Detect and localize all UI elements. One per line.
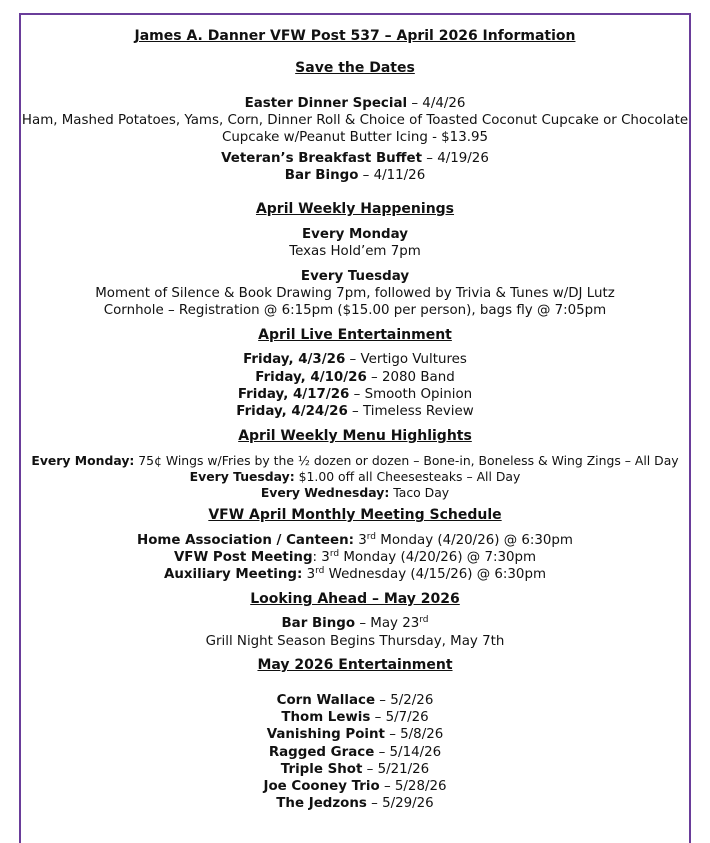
may-act (21, 726, 689, 743)
live-date: Friday, 4/3/26 (243, 352, 346, 367)
save-the-dates-heading: Save the Dates (295, 60, 415, 76)
live-date: Friday, 4/17/26 (237, 387, 350, 402)
weekly-monday-text: Texas Hold’em 7pm (289, 244, 421, 259)
weekly-tuesday-text-1: Moment of Silence & Book Drawing 7pm, followed by Trivia & Tunes w/DJ Lutz (95, 286, 615, 301)
easter-desc-2: Cupcake w/Peanut Butter Icing - $13.95 (221, 130, 489, 145)
meeting-name: Home Association / Canteen: (137, 533, 354, 548)
live-heading: April Live Entertainment (258, 327, 452, 343)
weekly-tuesday-text-2: Cornhole – Registration @ 6:15pm ($15.00 per person), bags fly @ 7:05pm (103, 303, 607, 318)
ahead-bingo-name: Bar Bingo (281, 616, 356, 631)
may-act-name: The Jedzons (276, 796, 367, 811)
menu-item (21, 452, 689, 469)
bingo-date: – 4/11/26 (358, 168, 426, 183)
ahead-bingo-line (21, 615, 689, 632)
menu-text: Taco Day (389, 485, 450, 500)
may-act-name: Thom Lewis (281, 710, 371, 725)
weekly-tuesday-day: Every Tuesday (300, 269, 410, 284)
menu-day: Every Wednesday: (260, 485, 390, 500)
meeting-item (21, 566, 689, 583)
easter-desc-1: Ham, Mashed Potatoes, Yams, Corn, Dinner Roll & Choice of Toasted Coconut Cupcake or Chocolate (21, 113, 689, 128)
may-act-name: Vanishing Point (266, 727, 385, 742)
meeting-post: Wednesday (4/15/26) @ 6:30pm (324, 567, 546, 582)
may-act-date: – 5/28/26 (379, 779, 447, 794)
meeting-sup: rd (329, 549, 340, 559)
live-act: – Timeless Review (347, 404, 474, 419)
menu-heading: April Weekly Menu Highlights (238, 428, 472, 444)
meeting-item (21, 532, 689, 549)
ahead-bingo-pre: – May 23 (355, 616, 420, 631)
may-act-name: Triple Shot (280, 762, 363, 777)
ahead-heading: Looking Ahead – May 2026 (250, 591, 460, 607)
may-act-name: Joe Cooney Trio (263, 779, 380, 794)
may-entertainment-heading: May 2026 Entertainment (257, 657, 453, 673)
meeting-post: Monday (4/20/26) @ 6:30pm (376, 533, 573, 548)
may-act (21, 744, 689, 761)
menu-text: 75¢ Wings w/Fries by the ½ dozen or dozen – Bone-in, Boneless & Wing Zings – All Day (134, 453, 679, 468)
easter-name: Easter Dinner Special (244, 96, 408, 111)
menu-item (21, 468, 689, 485)
weekly-monday-day: Every Monday (302, 227, 408, 242)
menu-text: $1.00 off all Cheesesteaks – All Day (294, 469, 521, 484)
breakfast-date: – 4/19/26 (422, 151, 489, 166)
meeting-sup: rd (315, 566, 325, 576)
weekly-heading: April Weekly Happenings (255, 201, 455, 217)
easter-line (21, 95, 689, 112)
menu-day: Every Tuesday: (189, 469, 295, 484)
bingo-name: Bar Bingo (284, 168, 359, 183)
grill-night-line: Grill Night Season Begins Thursday, May 7th (205, 634, 505, 649)
live-item (21, 351, 689, 368)
live-act: – Vertigo Vultures (345, 352, 467, 367)
live-date: Friday, 4/10/26 (255, 370, 367, 385)
meeting-post: Monday (4/20/26) @ 7:30pm (339, 550, 537, 565)
may-act-date: – 5/7/26 (370, 710, 429, 725)
may-act-date: – 5/21/26 (362, 762, 430, 777)
may-act-date: – 5/2/26 (375, 693, 434, 708)
breakfast-name: Veteran’s Breakfast Buffet (221, 151, 423, 166)
may-act-date: – 5/29/26 (366, 796, 434, 811)
live-item (21, 369, 689, 386)
meeting-sup: rd (366, 532, 377, 542)
page-title: James A. Danner VFW Post 537 – April 2026 Information (134, 28, 576, 44)
may-act-name: Corn Wallace (276, 693, 376, 708)
may-act-name: Ragged Grace (268, 745, 375, 760)
meeting-pre: : 3 (312, 550, 330, 565)
live-item (21, 386, 689, 403)
live-act: – 2080 Band (366, 370, 455, 385)
meeting-pre: 3 (302, 567, 316, 582)
may-act (21, 778, 689, 795)
meeting-name: Auxiliary Meeting: (164, 567, 303, 582)
may-act (21, 795, 689, 812)
ahead-bingo-sup: rd (419, 615, 429, 625)
live-date: Friday, 4/24/26 (236, 404, 348, 419)
breakfast-line (21, 150, 689, 167)
live-act: – Smooth Opinion (349, 387, 473, 402)
bingo-line (21, 167, 689, 184)
live-item (21, 403, 689, 420)
easter-date: – 4/4/26 (407, 96, 466, 111)
meetings-heading: VFW April Monthly Meeting Schedule (208, 507, 502, 523)
meeting-item (21, 549, 689, 566)
menu-day: Every Monday: (31, 453, 135, 468)
may-act (21, 761, 689, 778)
may-act-date: – 5/14/26 (374, 745, 442, 760)
may-act (21, 692, 689, 709)
may-act (21, 709, 689, 726)
may-act-date: – 5/8/26 (384, 727, 444, 742)
meeting-name: VFW Post Meeting (173, 550, 313, 565)
meeting-pre: 3 (353, 533, 367, 548)
menu-item (21, 484, 689, 501)
